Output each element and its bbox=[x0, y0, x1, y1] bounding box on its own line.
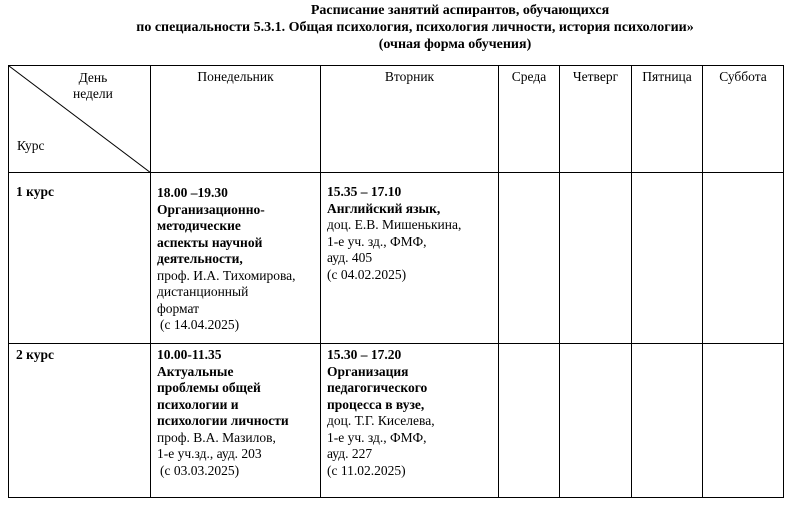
schedule-table bbox=[8, 65, 784, 498]
title-line-2: по специальности 5.3.1. Общая психология, психология личности, история психологии» bbox=[136, 20, 694, 35]
cell-course2-friday bbox=[632, 344, 703, 498]
class-time: 15.35 – 17.10 bbox=[327, 184, 402, 199]
row-course-1: 1 курс bbox=[9, 173, 151, 344]
header-wednesday: Среда bbox=[499, 66, 560, 173]
cell-course1-saturday bbox=[703, 173, 784, 344]
title-line-1: Расписание занятий аспирантов, обучающихся bbox=[310, 3, 610, 18]
class-details: проф. И.А. Тихомирова, дистанционный формат (с 14.04.2025) bbox=[157, 267, 296, 332]
header-saturday: Суббота bbox=[703, 66, 784, 173]
header-monday: Понедельник bbox=[151, 66, 321, 173]
class-subject: Актуальные проблемы общей психологии и психологии личности bbox=[157, 363, 289, 428]
class-subject: Организация педагогического процесса в вузе, bbox=[327, 363, 428, 412]
cell-course1-wednesday bbox=[499, 173, 560, 344]
course-label: Курс bbox=[17, 138, 45, 153]
row-course-2: 2 курс bbox=[9, 344, 151, 498]
class-details: доц. Е.В. Мишенькина, 1-е уч. зд., ФМФ, ауд. 405 (с 04.02.2025) bbox=[327, 217, 462, 282]
document-title bbox=[0, 2, 800, 53]
cell-course2-saturday bbox=[703, 344, 784, 498]
class-details: доц. Т.Г. Киселева, 1-е уч. зд., ФМФ, ауд. 227 (с 11.02.2025) bbox=[327, 413, 435, 478]
day-of-week-label: День недели bbox=[73, 70, 113, 101]
cell-course2-tuesday bbox=[321, 344, 499, 498]
header-friday: Пятница bbox=[632, 66, 703, 173]
table-row bbox=[9, 344, 784, 498]
class-time: 18.00 –19.30 bbox=[157, 185, 228, 200]
class-time: 15.30 – 17.20 bbox=[327, 347, 402, 362]
header-tuesday: Вторник bbox=[321, 66, 499, 173]
title-line-3: (очная форма обучения) bbox=[378, 37, 532, 52]
table-row bbox=[9, 173, 784, 344]
class-details: проф. В.А. Мазилов, 1-е уч.зд., ауд. 203 (с 03.03.2025) bbox=[157, 429, 276, 478]
class-time: 10.00-11.35 bbox=[157, 347, 222, 362]
cell-course2-monday bbox=[151, 344, 321, 498]
class-subject: Английский язык, bbox=[327, 200, 441, 216]
cell-course2-thursday bbox=[560, 344, 632, 498]
cell-course2-wednesday bbox=[499, 344, 560, 498]
cell-course1-monday bbox=[151, 173, 321, 344]
class-subject: Организационно- методические аспекты научной деятельности, bbox=[157, 201, 265, 266]
cell-course1-thursday bbox=[560, 173, 632, 344]
header-thursday: Четверг bbox=[560, 66, 632, 173]
cell-course1-tuesday bbox=[321, 173, 499, 344]
header-row bbox=[9, 66, 784, 173]
header-corner-cell bbox=[9, 66, 151, 173]
cell-course1-friday bbox=[632, 173, 703, 344]
